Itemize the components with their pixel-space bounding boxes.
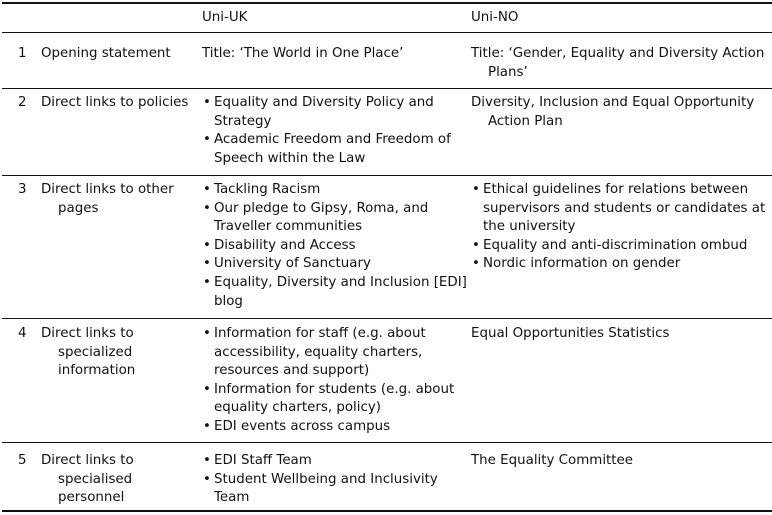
cell-text: The Equality Committee (471, 453, 634, 468)
cell-text: Title: ‘The World in One Place’ (202, 46, 404, 61)
table-bottom-rule (2, 510, 772, 512)
list-item: • EDI Staff Team (202, 452, 467, 471)
row-number: 5 (18, 453, 27, 468)
uk-cell (202, 325, 467, 437)
row-divider (2, 175, 772, 176)
row-number: 2 (18, 95, 27, 110)
uk-cell (202, 452, 467, 508)
row-number: 4 (18, 326, 27, 341)
no-cell (471, 452, 771, 471)
column-header-uni-uk: Uni-UK (202, 10, 248, 25)
list-item: • Academic Freedom and Freedom of Speech within the Law (202, 131, 467, 168)
cell-text: Equal Opportunities Statistics (471, 326, 670, 341)
list-item: • Equality, Diversity and Inclusion [EDI] blog (202, 274, 467, 311)
list-item: • Student Wellbeing and Inclusivity Team (202, 471, 467, 508)
list-item: • University of Sanctuary (202, 255, 467, 274)
list-item: • Equality and anti-discrimination ombud (471, 237, 771, 256)
list-item: • Ethical guidelines for relations between supervisors and students or candidates at the university (471, 181, 771, 237)
table-top-rule (2, 2, 772, 4)
uk-cell (202, 45, 467, 64)
list-item: • EDI events across campus (202, 418, 467, 437)
row-label: Direct links to specialised personnel (41, 453, 134, 506)
uk-cell (202, 94, 467, 168)
row-label: Direct links to specialized information (41, 326, 136, 379)
no-cell (471, 45, 771, 82)
row-label: Direct links to policies (41, 95, 189, 110)
uk-cell (202, 181, 467, 311)
no-cell (471, 325, 771, 344)
list-item: • Our pledge to Gipsy, Roma, and Traveller communities (202, 200, 467, 237)
list-item: • Equality and Diversity Policy and Strategy (202, 94, 467, 131)
row-label: Direct links to other pages (41, 182, 174, 216)
list-item: • Information for students (e.g. about equality charters, policy) (202, 381, 467, 418)
row-number: 1 (18, 46, 27, 61)
list-item: • Information for staff (e.g. about accessibility, equality charters, resources and support) (202, 325, 467, 381)
cell-text: Title: ‘Gender, Equality and Diversity Action Plans’ (471, 46, 765, 80)
cell-text: Diversity, Inclusion and Equal Opportunity Action Plan (471, 95, 755, 129)
no-cell (471, 94, 771, 131)
list-item: • Nordic information on gender (471, 255, 771, 274)
row-divider (2, 442, 772, 443)
list-item: • Tackling Racism (202, 181, 467, 200)
row-divider (2, 88, 772, 89)
row-number: 3 (18, 182, 27, 197)
list-item: • Disability and Access (202, 237, 467, 256)
header-rule (2, 32, 772, 33)
column-header-uni-no: Uni-NO (471, 10, 519, 25)
no-cell (471, 181, 771, 274)
row-divider (2, 318, 772, 319)
row-label: Opening statement (41, 46, 171, 61)
